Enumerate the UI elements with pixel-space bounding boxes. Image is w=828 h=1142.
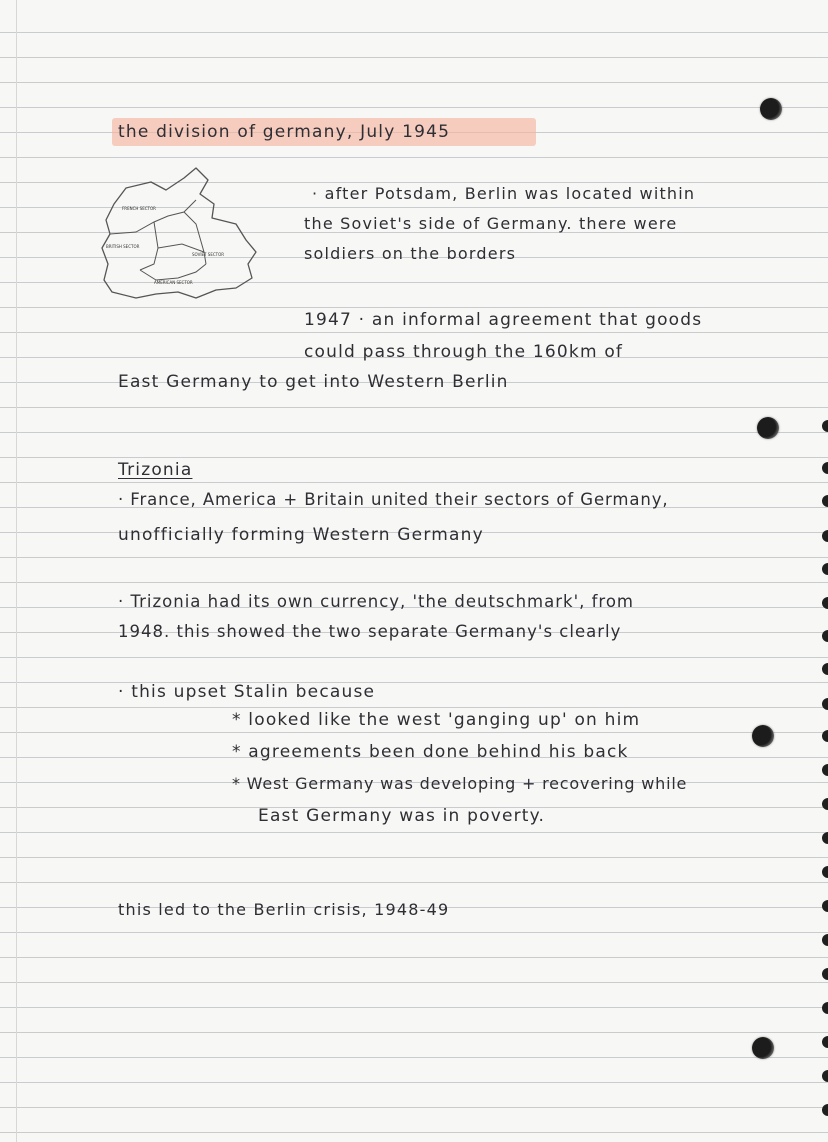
binding-dot [822,1104,828,1116]
potsdam-line-2: the Soviet's side of Germany. there were [304,214,678,233]
binding-dot [822,630,828,642]
map-label-british: BRITISH SECTOR [106,244,140,249]
binding-dot [822,698,828,710]
trizonia-line-1: · France, America + Britain united their sectors of Germany, [118,490,669,509]
map-label-soviet: SOVIET SECTOR [192,252,225,257]
currency-line-2: 1948. this showed the two separate Germany's clearly [118,622,622,641]
potsdam-line-3: soldiers on the borders [304,244,517,263]
binder-hole [760,98,782,120]
binding-dot [822,1002,828,1014]
agreement-line-2: could pass through the 160km of [304,342,624,362]
currency-line-1: · Trizonia had its own currency, 'the deutschmark', from [118,592,635,611]
stalin-reason-3-cont: East Germany was in poverty. [258,806,546,826]
binding-dot [822,798,828,810]
binding-dot [822,832,828,844]
binding-dot [822,495,828,507]
berlin-sectors-map [96,160,276,330]
binding-dot [822,1036,828,1048]
binding-dot [822,1070,828,1082]
binding-dot [822,663,828,675]
map-label-american: AMERICAN SECTOR [154,280,193,285]
binder-hole [752,1037,774,1059]
conclusion-line: this led to the Berlin crisis, 1948-49 [118,900,450,919]
binding-dot [822,900,828,912]
map-label-french: FRENCH SECTOR [122,206,156,211]
stalin-reason-2: * agreements been done behind his back [232,742,629,762]
potsdam-line-1: · after Potsdam, Berlin was located within [312,184,696,203]
binder-hole [757,417,779,439]
agreement-line-3: East Germany to get into Western Berlin [118,372,509,392]
trizonia-line-2: unofficially forming Western Germany [118,525,484,545]
binding-dot [822,968,828,980]
stalin-intro: · this upset Stalin because [118,682,376,702]
binding-dot [822,764,828,776]
stalin-reason-1: * looked like the west 'ganging up' on him [232,710,641,730]
binding-dot [822,462,828,474]
binder-hole [752,725,774,747]
binding-dot [822,934,828,946]
trizonia-heading: Trizonia [118,460,193,480]
page-title: the division of germany, July 1945 [118,122,451,142]
binding-dot [822,563,828,575]
binding-dot [822,866,828,878]
binding-dot [822,730,828,742]
stalin-reason-3: * West Germany was developing + recovering while [232,774,688,793]
binding-dot [822,530,828,542]
binding-dot [822,420,828,432]
agreement-line-1: 1947 · an informal agreement that goods [304,310,703,330]
binding-dot [822,597,828,609]
margin-line [16,0,17,1142]
